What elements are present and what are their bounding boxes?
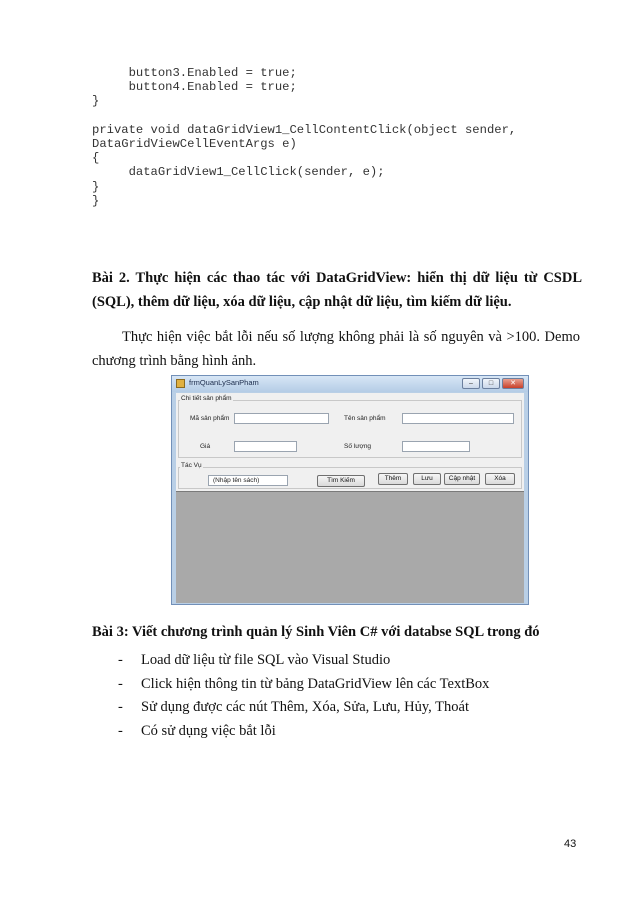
bai3-heading: Bài 3: Viết chương trình quản lý Sinh Viên C# với databse SQL trong đó [92,624,540,640]
list-item-text: Sử dụng được các nút Thêm, Xóa, Sửa, Lưu, Hủy, Thoát [141,699,469,715]
code-line: button4.Enabled = true; [92,80,297,95]
label-so-luong: Số lượng [344,443,372,450]
code-line: button3.Enabled = true; [92,66,297,80]
data-grid-view[interactable] [176,491,524,603]
label-ma-san-pham: Mã sản phẩm [190,415,230,422]
textbox-so-luong[interactable] [402,441,470,452]
code-line: } [92,94,100,109]
group-details-label: Chi tiết sản phẩm [181,395,232,402]
code-line [92,109,592,123]
update-button[interactable]: Cập nhật [444,473,480,485]
list-item [118,649,489,673]
list-item-text: Có sử dụng việc bắt lỗi [141,722,276,739]
code-line: private void dataGridView1_CellContentClick(object sender, [92,122,517,137]
list-item [118,696,489,720]
code-line: DataGridViewCellEventArgs e) [92,136,297,151]
bullet-mark: - [118,652,123,668]
code-line: } [92,193,100,208]
textbox-ten-san-pham[interactable] [402,413,514,424]
minimize-icon[interactable]: – [462,378,480,389]
bai2-paragraph: Thực hiện việc bắt lỗi nếu số lượng không phải là số nguyên và >100. Demo chương trình bằng hình ảnh. [92,329,580,369]
bullet-mark: - [118,722,123,739]
bai3-bullet-list [118,649,489,743]
form-client-area [176,393,524,602]
maximize-icon[interactable]: □ [482,378,500,389]
add-button[interactable]: Thêm [378,473,408,485]
code-line: dataGridView1_CellClick(sender, e); [92,165,385,180]
form-app-icon [176,379,185,388]
form-titlebar [172,376,528,392]
page-number: 43 [564,838,577,850]
form-title: frmQuanLySanPham [189,378,259,387]
bai2-heading: Bài 2. Thực hiện các thao tác với DataGridView: hiển thị dữ liệu từ CSDL (SQL), thêm dữ liệu, xóa dữ liệu, cập nhật dữ liệu, tìm kiếm dữ liệu. [92,270,582,310]
label-ten-san-pham: Tên sản phẩm [344,415,386,422]
textbox-gia[interactable] [234,441,297,452]
list-item [118,673,489,697]
list-item [118,720,489,744]
bullet-mark: - [118,675,123,692]
textbox-ma-san-pham[interactable] [234,413,329,424]
list-item-text: Load dữ liệu từ file SQL vào Visual Studio [141,652,391,668]
save-button[interactable]: Lưu [413,473,441,485]
code-line: { [92,151,100,166]
group-tac-vu-label: Tác Vụ [181,462,202,469]
list-item-text: Click hiện thông tin từ bảng DataGridView lên các TextBox [141,675,490,692]
code-line: } [92,179,100,194]
label-gia: Giá [200,443,211,450]
form-screenshot [171,375,529,605]
search-input[interactable]: (Nhập tên sách) [208,475,288,486]
code-block [92,66,592,208]
bullet-mark: - [118,699,123,715]
search-button[interactable]: Tìm Kiếm [317,475,365,487]
close-icon[interactable]: ✕ [502,378,524,389]
delete-button[interactable]: Xóa [485,473,515,485]
